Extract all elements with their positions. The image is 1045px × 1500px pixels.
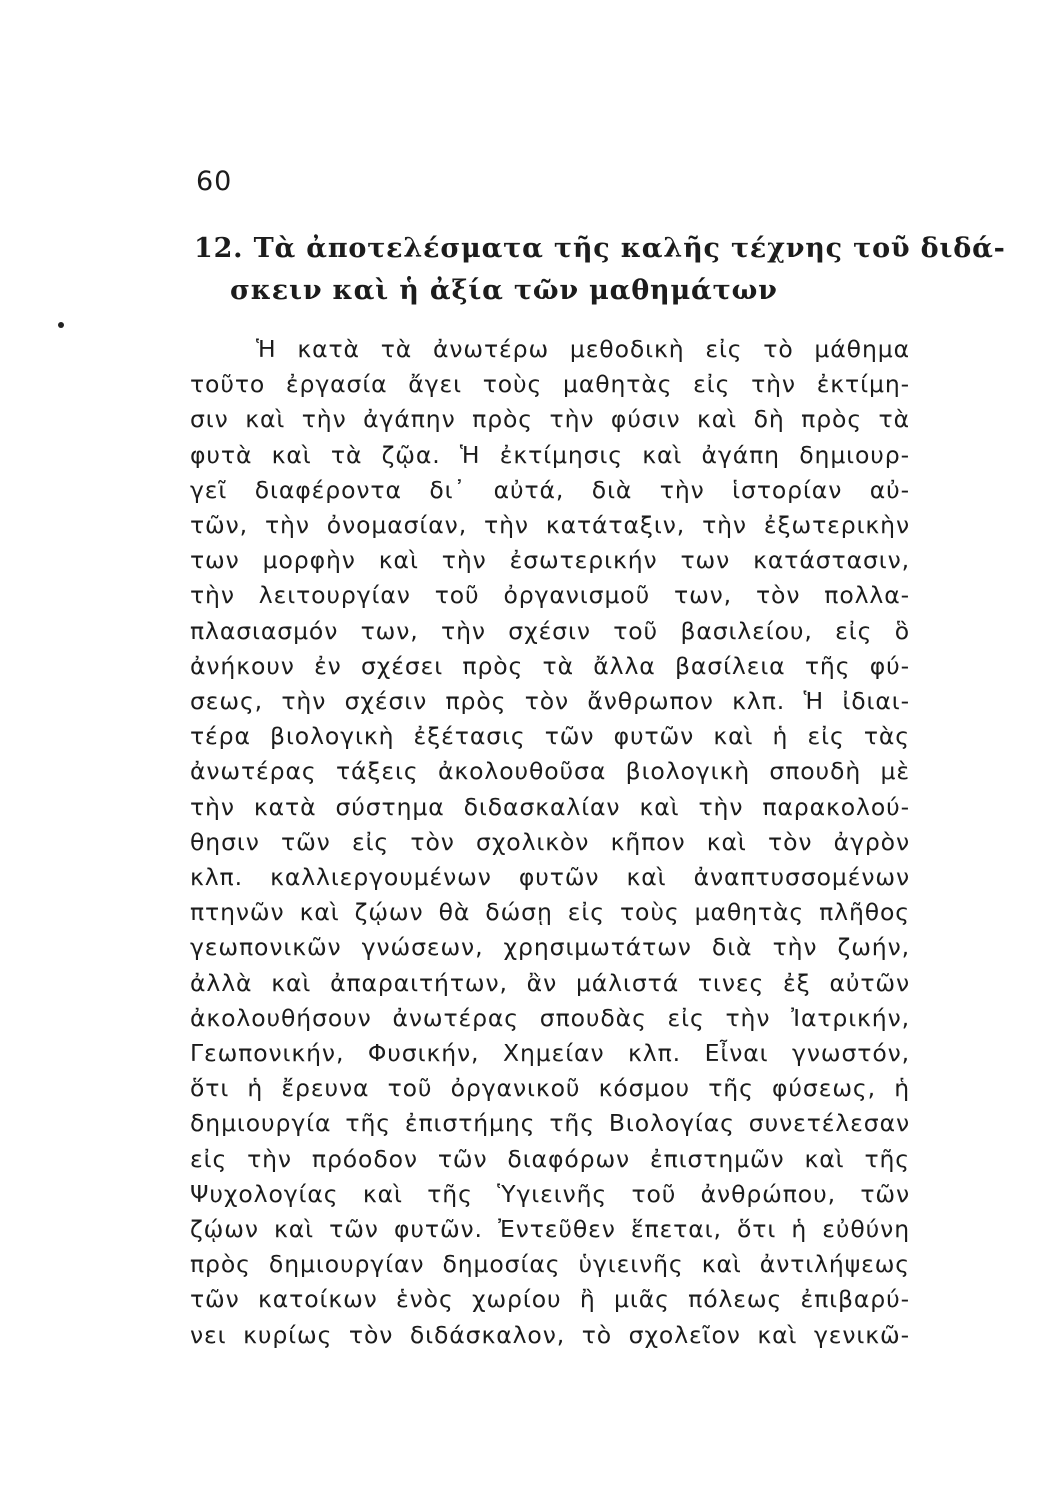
body-text-line: Γεωπονικήν, Φυσικήν, Χημείαν κλπ. Εἶναι γνωστόν, [190,1039,910,1068]
body-text-line: φυτὰ καὶ τὰ ζῷα. Ἡ ἐκτίμησις καὶ ἀγάπη δημιουρ- [190,440,910,469]
body-text-line: ἀνωτέρας τάξεις ἀκολουθοῦσα βιολογικὴ σπουδὴ μὲ [190,757,910,786]
body-text-line: ἀκολουθήσουν ἀνωτέρας σπουδὰς εἰς τὴν Ἰατρικήν, [190,1003,910,1032]
body-text-line: γεωπονικῶν γνώσεων, χρησιμωτάτων διὰ τὴν ζωήν, [190,933,910,962]
body-text-line: τὴν κατὰ σύστημα διδασκαλίαν καὶ τὴν παρακολού- [190,792,910,821]
body-text-line: πτηνῶν καὶ ζῴων θὰ δώσῃ εἰς τοὺς μαθητὰς πλῆθος [190,898,910,927]
body-text-line: Ψυχολογίας καὶ τῆς Ὑγιεινῆς τοῦ ἀνθρώπου, τῶν [190,1179,910,1208]
body-text-line: των μορφὴν καὶ τὴν ἐσωτερικήν των κατάστασιν, [190,546,910,575]
body-text-line: νει κυρίως τὸν διδάσκαλον, τὸ σχολεῖον καὶ γενικῶ- [190,1320,910,1349]
body-text-line: τὴν λειτουργίαν τοῦ ὀργανισμοῦ των, τὸν πολλα- [190,581,910,610]
body-text-line: ἀλλὰ καὶ ἀπαραιτήτων, ἂν μάλιστά τινες ἐξ αὐτῶν [190,968,910,997]
body-text-line: πλασιασμόν των, τὴν σχέσιν τοῦ βασιλείου, εἰς ὃ [190,616,910,645]
body-text-line: τέρα βιολογικὴ ἐξέτασις τῶν φυτῶν καὶ ἡ εἰς τὰς [190,722,910,751]
body-text-line: τῶν, τὴν ὀνομασίαν, τὴν κατάταξιν, τὴν ἐξωτερικὴν [190,511,910,540]
body-text-line: σιν καὶ τὴν ἀγάπην πρὸς τὴν φύσιν καὶ δὴ πρὸς τὰ [190,405,910,434]
print-speck [58,322,64,328]
body-text-line: ὅτι ἡ ἔρευνα τοῦ ὀργανικοῦ κόσμου τῆς φύσεως, ἡ [190,1074,910,1103]
body-text-line: κλπ. καλλιεργουμένων φυτῶν καὶ ἀναπτυσσομένων [190,863,910,892]
section-heading-line: 12. Τὰ ἀποτελέσματα τῆς καλῆς τέχνης τοῦ διδά- [194,233,1006,264]
body-text-line: Ἡ κατὰ τὰ ἀνωτέρω μεθοδικὴ εἰς τὸ μάθημα [256,335,910,363]
body-text-line: ἀνήκουν ἐν σχέσει πρὸς τὰ ἄλλα βασίλεια τῆς φύ- [190,651,910,680]
body-text-line: ζῴων καὶ τῶν φυτῶν. Ἐντεῦθεν ἕπεται, ὅτι ἡ εὐθύνη [190,1215,910,1244]
body-text-line: εἰς τὴν πρόοδον τῶν διαφόρων ἐπιστημῶν καὶ τῆς [190,1144,910,1173]
page-number: 60 [196,166,233,197]
body-text-line: τῶν κατοίκων ἑνὸς χωρίου ἢ μιᾶς πόλεως ἐπιβαρύ- [190,1285,910,1314]
body-text-line: δημιουργία τῆς ἐπιστήμης τῆς Βιολογίας συνετέλεσαν [190,1109,910,1138]
body-text-line: γεῖ διαφέροντα δι᾽ αὐτά, διὰ τὴν ἱστορίαν αὐ- [190,475,910,504]
body-text-line: θησιν τῶν εἰς τὸν σχολικὸν κῆπον καὶ τὸν ἀγρὸν [190,827,910,856]
body-text-line: τοῦτο ἐργασία ἄγει τοὺς μαθητὰς εἰς τὴν ἐκτίμη- [190,370,910,399]
section-heading [194,228,1006,312]
body-text-line: σεως, τὴν σχέσιν πρὸς τὸν ἄνθρωπον κλπ. Ἡ ἰδιαι- [190,687,910,716]
section-heading-line: σκειν καὶ ἡ ἀξία τῶν μαθημάτων [230,275,778,306]
body-paragraph [190,332,910,1353]
body-text-line: πρὸς δημιουργίαν δημοσίας ὑγιεινῆς καὶ ἀντιλήψεως [190,1250,910,1279]
